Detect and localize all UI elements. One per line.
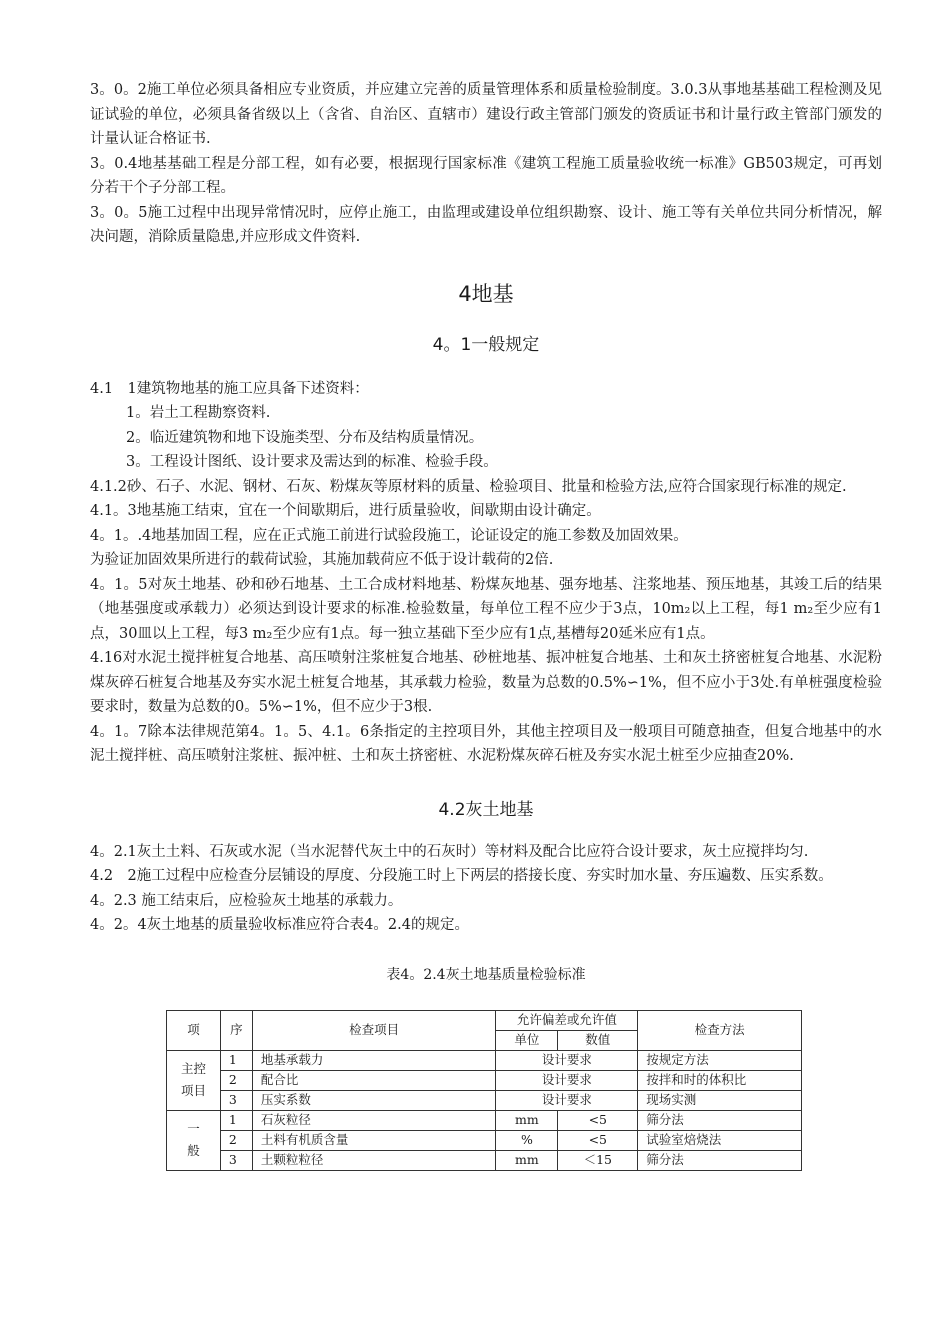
- cell-method: 现场实测: [638, 1090, 802, 1110]
- cell-check-item: 土料有机质含量: [252, 1130, 496, 1150]
- cell-value: ＜15: [558, 1150, 638, 1170]
- table-row: [167, 1150, 802, 1170]
- cell-seq: 1: [220, 1110, 252, 1130]
- header-tolerance: 允许偏差或允许值: [496, 1010, 638, 1030]
- header-check-item: 检查项目: [252, 1010, 496, 1050]
- cell-check-item: 配合比: [252, 1070, 496, 1090]
- clause-4-2-1: 4。2.1灰土土料、石灰或水泥（当水泥替代灰土中的石灰时）等材料及配合比应符合设计要求，灰土应搅拌均匀.: [90, 843, 809, 860]
- list-item: 2。临近建筑物和地下设施类型、分布及结构质量情况。: [126, 429, 484, 446]
- section-title-4-1: 4。1一般规定: [432, 334, 540, 355]
- cell-seq: 2: [220, 1130, 252, 1150]
- cell-check-item: 石灰粒径: [252, 1110, 496, 1130]
- clause-4-1-4: 4。1。.4地基加固工程，应在正式施工前进行试验段施工，论证设定的施工参数及加固效果。: [90, 527, 688, 544]
- cell-requirement: 设计要求: [496, 1050, 638, 1070]
- clause-4-1-6: 4.16对水泥土搅拌桩复合地基、高压喷射注浆桩复合地基、砂桩地基、振冲桩复合地基、土和灰土挤密桩复合地基、水泥粉煤灰碎石桩复合地基及夯实水泥土桩复合地基，其承载力检验，数量为总数的0.5%∽1%，但不应小于3处.有单桩强度检验要求时，数量为总数的0。5%∽1%，但不应少于3根.: [90, 650, 882, 715]
- group-general: [167, 1110, 221, 1170]
- chapter-title: 4地基: [458, 281, 514, 306]
- group-label: 主控: [180, 1061, 206, 1076]
- cell-value: <5: [558, 1130, 638, 1150]
- paragraph-3-0-4: 3。0.4地基基础工程是分部工程，如有必要，根据现行国家标准《建筑工程施工质量验收统一标准》GB503规定，可再划分若干个子分部工程。: [90, 155, 882, 196]
- cell-method: 按拌和时的体积比: [638, 1070, 802, 1090]
- cell-seq: 2: [220, 1070, 252, 1090]
- cell-seq: 1: [220, 1050, 252, 1070]
- header-unit: 单位: [496, 1030, 558, 1050]
- clause-4-1-3: 4.1。3地基施工结束，宜在一个间歇期后，进行质量验收，间歇期由设计确定。: [90, 503, 601, 519]
- cell-value: <5: [558, 1110, 638, 1130]
- clause-4-1-1: 4.1 1建筑物地基的施工应具备下述资料：: [90, 380, 369, 397]
- cell-check-item: 地基承载力: [252, 1050, 496, 1070]
- group-label: 一: [187, 1121, 200, 1136]
- cell-unit: mm: [496, 1150, 558, 1170]
- quality-standard-table: [166, 1010, 802, 1171]
- header-item: 项: [167, 1010, 221, 1050]
- cell-method: 筛分法: [638, 1110, 802, 1130]
- cell-seq: 3: [220, 1090, 252, 1110]
- cell-check-item: 压实系数: [252, 1090, 496, 1110]
- table-row: [167, 1130, 802, 1150]
- cell-method: 按规定方法: [638, 1050, 802, 1070]
- clause-4-1-5: 4。1。5对灰土地基、砂和砂石地基、土工合成材料地基、粉煤灰地基、强夯地基、注浆地基、预压地基，其竣工后的结果（地基强度或承载力）必须达到设计要求的标准.检验数量，每单位工程不应少于3点，10m₂以上工程，每1 m₂至少应有1点，30皿以上工程，每3 m₂至少应有1点。每一独立基础下至少应有1点,基槽每20延米应有1点。: [90, 576, 882, 642]
- group-label: 项目: [180, 1083, 206, 1098]
- table-header-row: [167, 1010, 802, 1030]
- cell-seq: 3: [220, 1150, 252, 1170]
- list-item: 3。工程设计图纸、设计要求及需达到的标准、检验手段。: [126, 454, 498, 470]
- cell-requirement: 设计要求: [496, 1070, 638, 1090]
- group-label: 般: [187, 1143, 200, 1158]
- paragraph-3-0-5: 3。0。5施工过程中出现异常情况时，应停止施工，由监理或建设单位组织勘察、设计、施工等有关单位共同分析情况，解决问题，消除质量隐患,并应形成文件资料.: [90, 204, 882, 245]
- list-item: 1。岩土工程勘察资料.: [126, 405, 271, 421]
- clause-4-2-4: 4。2。4灰土地基的质量验收标准应符合表4。2.4的规定。: [90, 917, 469, 933]
- document-page: [90, 78, 882, 1171]
- header-method: 检查方法: [638, 1010, 802, 1050]
- table-row: [167, 1070, 802, 1090]
- table-row: [167, 1110, 802, 1130]
- table-caption: 表4。2.4灰土地基质量检验标准: [386, 966, 586, 983]
- cell-unit: mm: [496, 1110, 558, 1130]
- clause-4-2-3: 4。2.3 施工结束后，应检验灰土地基的承载力。: [90, 892, 403, 909]
- paragraph-3-0-2: 3。0。2施工单位必须具备相应专业资质，并应建立完善的质量管理体系和质量检验制度。3.0.3从事地基基础工程检测及见证试验的单位，必须具备省级以上（含省、自治区、直辖市）建设行政主管部门颁发的资质证书和计量行政主管部门颁发的计量认证合格证书.: [90, 82, 882, 147]
- cell-check-item: 土颗粒粒径: [252, 1150, 496, 1170]
- cell-unit: %: [496, 1130, 558, 1150]
- cell-method: 筛分法: [638, 1150, 802, 1170]
- section-title-4-2: 4.2灰土地基: [438, 799, 534, 820]
- table-row: [167, 1050, 802, 1070]
- header-value: 数值: [558, 1030, 638, 1050]
- header-seq: 序: [220, 1010, 252, 1050]
- clause-4-1-2: 4.1.2砂、石子、水泥、钢材、石灰、粉煤灰等原材料的质量、检验项目、批量和检验方法,应符合国家现行标准的规定.: [90, 478, 847, 495]
- cell-method: 试验室焙烧法: [638, 1130, 802, 1150]
- clause-4-1-7: 4。1。7除本法律规范第4。1。5、4.1。6条指定的主控项目外，其他主控项目及一般项目可随意抽查，但复合地基中的水泥土搅拌桩、高压喷射注浆桩、振冲桩、土和灰土挤密桩、水泥粉煤灰碎石桩及夯实水泥土桩至少应抽查20%.: [90, 723, 882, 764]
- clause-4-2-2: 4.2 2施工过程中应检查分层铺设的厚度、分段施工时上下两层的搭接长度、夯实时加水量、夯压遍数、压实系数。: [90, 868, 833, 884]
- clause-4-1-4-note: 为验证加固效果所进行的载荷试验，其施加载荷应不低于设计载荷的2倍.: [90, 552, 554, 568]
- cell-requirement: 设计要求: [496, 1090, 638, 1110]
- table-row: [167, 1090, 802, 1110]
- group-main-control: [167, 1050, 221, 1110]
